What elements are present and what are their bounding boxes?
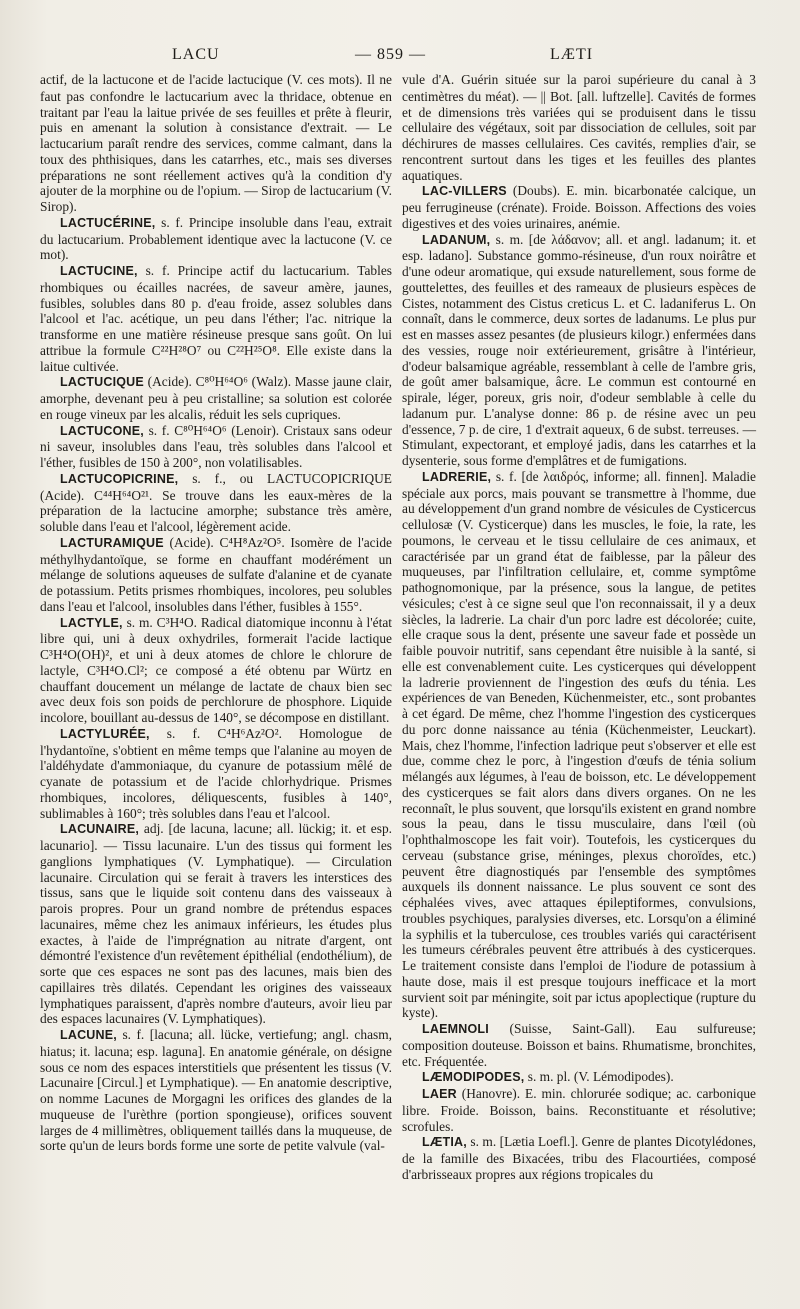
entry-paragraph xyxy=(402,1086,756,1134)
entry-paragraph xyxy=(40,615,392,726)
entry-text: s. f. [de λαιδρός, informe; all. finnen]. Maladie spéciale aux porcs, mais pouvant se transmettre à l'homme, due au développement d'un grand nombre de vésicules de Cysticercus cellulosæ (V. Cysticerque) dans les muscles, le foie, la rate, les poumons, le cerveau et le tissu cellulaire de ces animaux, et caractérisée par un grand état de faiblesse, par la pâleur des muqueuses, par l'infiltration cellulaire, et, comme symptôme pathognomonique, par la présence, sous la langue, de petites vésicules; c'est à ce signe seul que l'on reconnaissait, il y a deux siècles, la ladrerie. La chair d'un porc ladre est décolorée; cuite, elle craque sous la dent, présente une saveur fade et possède un faible pouvoir nutritif, sans cependant être nuisible à la santé, si elle est convenablement cuite. Les cysticerques qui développent la ladrerie proviennent de l'ingestion des œufs du ténia. Les expériences de van Beneden, Küchenmeister, etc., sont probantes à cet égard. De même, chez l'homme l'ingestion des cysticerques du porc donne naissance au ténia (Küchenmeister, Leuckart). Mais, chez l'homme, l'infection ladrique peut s'observer et elle est due, comme chez le porc, à l'ingestion d'œufs de ténia solium mélangés aux légumes, à l'eau de boisson, etc. Le développement des cysticerques se fait alors dans divers organes. On ne les reconnaît, le plus souvent, que lorsqu'ils existent en grand nombre sous la peau, dans le tissu musculaire, dans l'œil (où l'ophthalmoscope les fait voir). Toutefois, les cysticerques du cerveau (substance grise, méninges, plexus choroïdes, etc.) peuvent être diagnostiqués par l'ensemble des symptômes auxquels ils donnent naissance. Le plus souvent ce sont des céphalées vives, avec attaques épileptiformes, convulsions, troubles psychiques, paralysies diverses, etc. Lorsqu'on a éliminé la syphilis et la tuberculose, ces troubles variés qui caractérisent les tumeurs cérébrales peuvent être attribués à des cysticerques. Le traitement consiste dans l'emploi de l'iodure de potassium à haute dose, mais il est presque toujours inefficace et la mort survient soit par méningite, soit par ictus apoplectique (rupture du kyste). xyxy=(402,468,756,1021)
entry-paragraph xyxy=(40,471,392,535)
entry-text: s. m. [de λάδανον; all. et angl. ladanum; it. et esp. ladano]. Substance gommo-résineuse, d'un roux noirâtre et d'une odeur aromatique, qui exsude naturellement, sous forme de gouttelettes, des feuilles et des rameaux de plusieurs espèces de Cistes, notamment des Cistus creticus L. et C. ladaniferus L. On connaît, dans le commerce, deux sortes de ladanums. Le plus pur est en masses assez pesantes (de plusieurs kilogr.) enfermées dans des vessies, rouge noir extérieurement, grisâtre à l'intérieur, d'odeur balsamique agréable, ressemblant à celle de l'ambre gris, de goût amer balsamique, âcre. Le commun est contourné en spirale, léger, poreux, gris noir, d'odeur semblable à celle du ladanum pur. L'analyse donne: 86 p. de résine avec un peu d'essence, 7 p. de cire, 1 d'extrait aqueux, 6 de subst. terreuses. — Stimulant, expectorant, et employé jadis, dans les catarrhes et la dysenterie, sous forme d'emplâtres et de fumigations. xyxy=(402,231,756,468)
entry-text: s. f. Principe actif du lactucarium. Tables rhombiques ou écailles nacrées, de saveur amère, jaunes, fusibles, solubles dans 80 p. d'eau froide, assez solubles dans l'alcool et l'ac. acétique, un peu dans l'éther; l'ac. nitrique la transforme en une matière résineuse presque sans goût. On lui attribue la formule C²²H²⁸O⁷ ou C²²H²⁵O⁸. Elle existe dans la laitue cultivée. xyxy=(40,263,392,374)
entry-headword: LACTUCONE, xyxy=(60,423,144,438)
entry-text: vule d'A. Guérin située sur la paroi supérieure du canal à 3 centimètres du méat). — || Bot. [all. luftzelle]. Cavités de formes et de dimensions très variées qui se produisent dans le tissu cellulaire des végétaux, soit par dissociation de cellules, soit par déchirures de masses cellulaires. Ces cavités, remplies d'air, se rencontrent surtout dans les tiges et les feuilles des plantes aquatiques. xyxy=(402,72,756,183)
entry-paragraph xyxy=(402,232,756,469)
entry-text: (Hanovre). E. min. chlorurée sodique; ac. carbonique libre. Froide. Boisson, bains. Reconstituante et résolutive; scrofules. xyxy=(402,1086,756,1134)
entry-paragraph xyxy=(402,1021,756,1069)
entry-text: (Acide). C⁸⁰H⁶⁴O⁶ (Walz). Masse jaune clair, amorphe, devenant peu à peu cristalline; sa solution est colorée en rouge vineux par les alcalis, réduit les sels cupriques. xyxy=(40,374,392,422)
entry-headword: LADANUM, xyxy=(422,232,491,247)
entry-headword: LACUNE, xyxy=(60,1028,117,1042)
entry-paragraph xyxy=(402,1069,756,1086)
entry-headword: LACTUCÉRINE, xyxy=(60,215,156,230)
entry-paragraph xyxy=(40,215,392,263)
entry-headword: LACTUCINE, xyxy=(60,264,138,278)
entry-headword: LACTUCOPICRINE, xyxy=(60,471,179,486)
entry-paragraph xyxy=(40,263,392,374)
entry-text: (Acide). C⁴H⁸Az²O⁵. Isomère de l'acide méthylhydantoïque, se forme en chauffant modérément un mélange de solutions aqueuses de sulfate d'alanine et de cyanate de potassium. Petits prismes rhombiques, incolores, peu solubles dans l'eau et l'alcool, insolubles dans l'éther, fusibles à 155°. xyxy=(40,534,392,614)
entry-headword: LACTYLE, xyxy=(60,615,123,630)
entry-text: s. f. C⁸⁰H⁶⁴O⁶ (Lenoir). Cristaux sans odeur ni saveur, insolubles dans l'eau, très solubles dans l'alcool et l'éther, fusibles de 150 à 200°, non volatilisables. xyxy=(40,422,392,470)
entry-headword: LÆTIA, xyxy=(422,1135,467,1150)
entry-paragraph xyxy=(402,1134,756,1182)
entry-text: adj. [de lacuna, lacune; all. lückig; it. et esp. lacunario]. — Tissu lacunaire. L'un des tissus qui forment les ganglions lymphatiques (V. Lymphatique). — Circulation lacunaire. Circulation qui se ferait à travers les interstices des tissus, sans que le liquide soit contenu dans des vaisseaux à parois propres. Pour un grand nombre de prétendus espaces lacunaires, même chez les animaux inférieurs, les études plus exactes, à l'aide de l'imprégnation au nitrate d'argent, ont démontré l'existence d'un revêtement épithélial (endothélium), de sorte que ces espaces ne sont pas des lacunes, mais bien des capillaires très dilatés. Cependant les origines des vaisseaux lymphatiques paraissent, d'après nombre d'auteurs, avoir lieu par des espaces lacunaires (V. Lymphatiques). xyxy=(40,821,392,1027)
entry-headword: LACUNAIRE, xyxy=(60,822,140,837)
entry-headword: LAEMNOLI xyxy=(422,1022,489,1036)
entry-text: s. f. [lacuna; all. lücke, vertiefung; angl. chasm, hiatus; it. lacuna; esp. laguna]. En anatomie générale, on désigne sous ce nom des espaces interstitiels que présentent les tissus (V. Lacunaire [Circul.] et Lymphatique). — En anatomie descriptive, on nomme Lacunes de Morgagni les orifices des glandes de la muqueuse de l'urèthre (portion spongieuse), orifices souvent larges de 4 millimètres, obliquement taillés dans la muqueuse, de sorte qu'un de leurs bords forme une sorte de petite valvule (val- xyxy=(40,1027,392,1154)
page-number: — 859 — xyxy=(355,46,426,63)
entry-paragraph xyxy=(40,535,392,615)
entry-text: s. f., ou LACTUCOPICRIQUE (Acide). C⁴⁴H⁶⁴O²¹. Se trouve dans les eaux-mères de la préparation de la lactucine amorphe; substance très amère, soluble dans l'eau et l'alcool, légèrement acide. xyxy=(40,470,392,534)
entry-paragraph xyxy=(40,374,392,422)
entry-paragraph xyxy=(402,469,756,1021)
entry-headword: LACTYLURÉE, xyxy=(60,726,150,741)
entry-headword: LACTURAMIQUE xyxy=(60,535,164,550)
entry-headword: LACTUCIQUE xyxy=(60,375,144,390)
entry-headword: LAC-VILLERS xyxy=(422,184,507,199)
entry-paragraph xyxy=(40,1027,392,1154)
entry-text: (Suisse, Saint-Gall). Eau sulfureuse; composition douteuse. Boisson et bains. Rhumatisme, bronchites, etc. Fréquentée. xyxy=(402,1021,756,1069)
entry-headword: LADRERIE, xyxy=(422,469,492,484)
entry-text: s. f. C⁴H⁶Az²O². Homologue de l'hydantoïne, s'obtient en même temps que l'alanine au moyen de l'aldéhydate d'ammoniaque, du cyanure de potassium mêlé de cyanate de potassium et de l'acide chlorhydrique. Prismes rhombiques, incolores, déliquescents, fusibles à 140°, sublimables à 160°; très solubles dans l'eau et l'alcool. xyxy=(40,725,392,821)
entry-headword: LAER xyxy=(422,1087,457,1101)
entry-text: s. m. C³H⁴O. Radical diatomique inconnu à l'état libre qui, uni à deux oxhydriles, formerait l'acide lactique C³H⁴O(OH)², et uni à deux atomes de chlore le chlorure de lactyle, C³H⁴O.Cl²; ce composé a été obtenu par Würtz en chauffant doucement un mélange de lactate de chaux bien sec avec deux fois son poids de perchlorure de phosphore. Liquide incolore, bouillant au-dessus de 140°, se décompose en distillant. xyxy=(40,614,392,725)
entry-paragraph xyxy=(40,821,392,1027)
entry-paragraph xyxy=(402,72,756,183)
header-first-word: LACU xyxy=(172,46,220,63)
entry-headword: LÆMODIPODES, xyxy=(422,1070,525,1085)
entry-text: (Doubs). E. min. bicarbonatée calcique, un peu ferrugineuse (crénate). Froide. Boisson. Affections des voies digestives et des voies urinaires, anémie. xyxy=(402,183,756,231)
entry-text: s. f. Principe insoluble dans l'eau, extrait du lactucarium. Probablement identique avec la lactucone (V. ce mot). xyxy=(40,214,392,263)
entry-text: s. m. [Lætia Loefl.]. Genre de plantes Dicotylédones, de la famille des Bixacées, tribu des Flacourtiées, composé d'arbrisseaux propres aux régions tropicales du xyxy=(402,1134,756,1182)
left-column xyxy=(40,72,392,1154)
entry-paragraph xyxy=(40,726,392,822)
header-last-word: LÆTI xyxy=(550,46,594,63)
entry-text: s. m. pl. (V. Lémodipodes). xyxy=(524,1069,674,1085)
entry-paragraph xyxy=(402,183,756,231)
right-column xyxy=(402,72,756,1183)
entry-paragraph xyxy=(40,423,392,471)
entry-paragraph xyxy=(40,72,392,215)
running-header xyxy=(0,46,800,68)
entry-text: actif, de la lactucone et de l'acide lactucique (V. ces mots). Il ne faut pas confondre le lactucarium avec la thridace, obtenue en traitant par l'eau la laitue privée de ses feuilles et prête à fleurir, puis en amenant la solution à consistance d'extrait. — Le lactucarium paraît rendre des services, comme calmant, dans la toux des phthisiques, dans les catarrhes, etc., mais ses diverses préparations ne sont réellement actives qu'à la condition d'y ajouter de la morphine ou de l'opium. — Sirop de lactucarium (V. Sirop). xyxy=(40,72,392,214)
